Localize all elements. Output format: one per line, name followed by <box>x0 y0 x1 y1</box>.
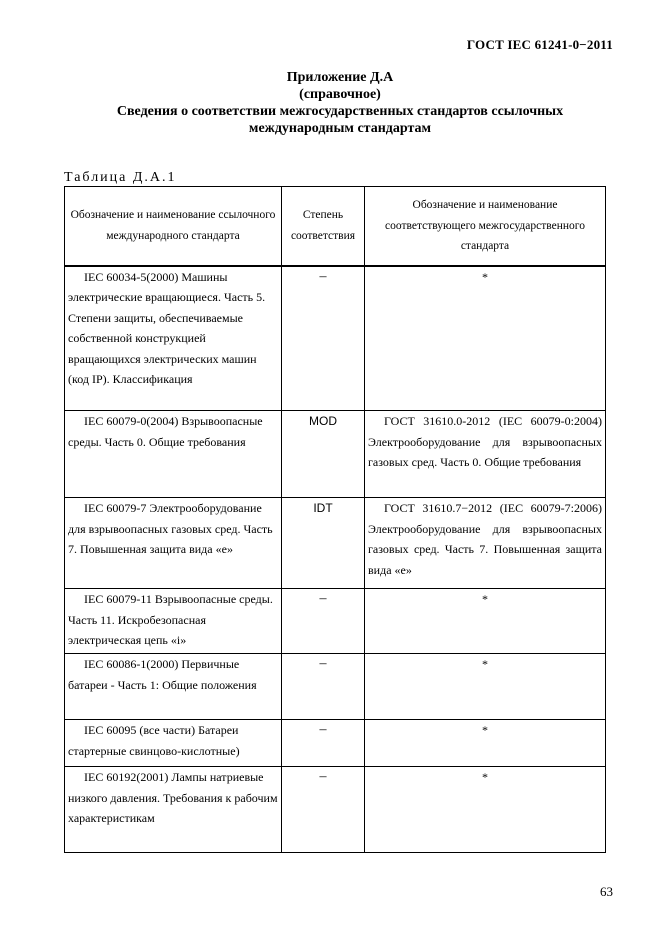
degree-cell: IDT <box>282 498 365 589</box>
reference-standard-text: IEC 60095 (все части) Батареи стартерные свинцово-кислотные) <box>68 723 240 758</box>
interstate-standard-cell: * <box>365 654 606 720</box>
reference-standard-cell <box>65 411 282 498</box>
table-row <box>65 266 606 411</box>
reference-standard-text: IEC 60079-0(2004) Взрывоопасные среды. Часть 0. Общие требования <box>68 414 263 449</box>
appendix-subject-line2: международным стандартам <box>248 121 432 136</box>
reference-standard-text: IEC 60079-7 Электрооборудование для взрывоопасных газовых сред. Часть 7. Повышенная защита вида «е» <box>68 501 273 556</box>
degree-cell: – <box>282 767 365 853</box>
degree-cell: MOD <box>282 411 365 498</box>
column-header-reference-standard: Обозначение и наименование ссылочного международного стандарта <box>65 187 282 266</box>
degree-cell: – <box>282 654 365 720</box>
interstate-standard-cell: * <box>365 767 606 853</box>
table-row <box>65 498 606 589</box>
interstate-standard-cell: * <box>365 720 606 767</box>
appendix-type: (справочное) <box>299 87 381 102</box>
reference-standard-cell <box>65 767 282 853</box>
reference-standard-text: IEC 60192(2001) Лампы натриевые низкого давления. Требования к рабочим характеристикам <box>68 770 278 825</box>
column-header-degree: Степень соответствия <box>282 187 365 266</box>
appendix-title-block <box>60 69 620 137</box>
reference-standard-cell <box>65 720 282 767</box>
reference-standard-cell <box>65 654 282 720</box>
interstate-standard-cell: * <box>365 589 606 654</box>
reference-standard-cell <box>65 498 282 589</box>
reference-standard-cell <box>65 266 282 411</box>
interstate-standard-cell <box>365 498 606 589</box>
table-row <box>65 411 606 498</box>
reference-standard-text: IEC 60079-11 Взрывоопасные среды. Часть 11. Искробезопасная электрическая цепь «i» <box>68 592 273 647</box>
column-header-interstate-standard: Обозначение и наименование соответствующего межгосударственного стандарта <box>365 187 606 266</box>
degree-cell: – <box>282 266 365 411</box>
table-row <box>65 589 606 654</box>
table-row <box>65 654 606 720</box>
interstate-standard-cell: * <box>365 266 606 411</box>
page-header-standard-code: ГОСТ IEC 61241-0−2011 <box>466 37 613 52</box>
degree-cell: – <box>282 589 365 654</box>
reference-standard-text: IEC 60034-5(2000) Машины электрические вращающиеся. Часть 5. Степени защиты, обеспечиваемые собственной конструкцией вращающихся электрических машин (код IP). Классификация <box>68 269 266 386</box>
appendix-title: Приложение Д.А <box>286 70 394 85</box>
degree-cell: – <box>282 720 365 767</box>
appendix-subject-line1: Сведения о соответствии межгосударственных стандартов ссылочных <box>116 104 564 119</box>
interstate-standard-text: ГОСТ 31610.7−2012 (IEC 60079-7:2006) Электрооборудование для взрывоопасных газовых сред. Часть 7. Повышенная защита вида «е» <box>368 501 602 577</box>
table-row <box>65 720 606 767</box>
table-row <box>65 767 606 853</box>
page-number: 63 <box>600 884 613 899</box>
reference-standards-table <box>64 186 606 853</box>
reference-standard-text: IEC 60086-1(2000) Первичные батареи - Часть 1: Общие положения <box>68 657 257 692</box>
table-header-row <box>65 187 606 266</box>
reference-standard-cell <box>65 589 282 654</box>
table-caption: Таблица Д.А.1 <box>64 170 177 185</box>
interstate-standard-text: ГОСТ 31610.0-2012 (IEC 60079-0:2004) Электрооборудование для взрывоопасных газовых сред. Часть 0. Общие требования <box>368 414 602 469</box>
interstate-standard-cell <box>365 411 606 498</box>
